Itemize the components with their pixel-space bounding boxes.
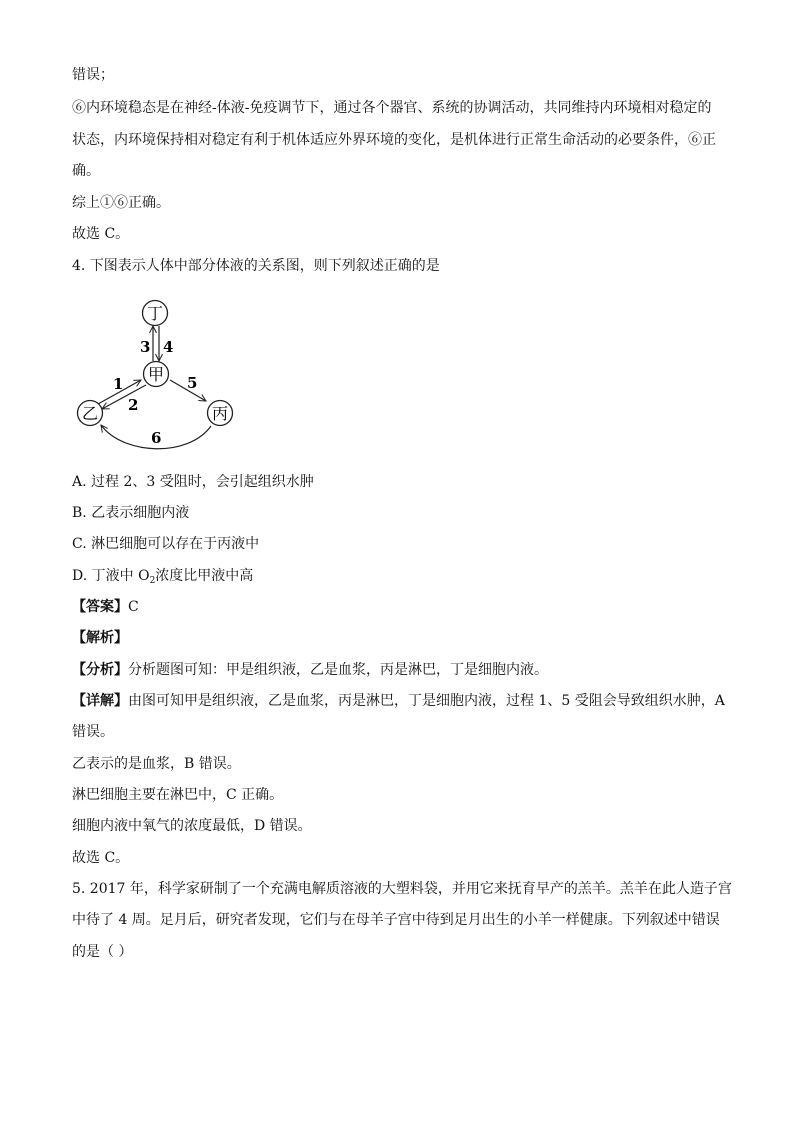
option-a: A. 过程 2、3 受阻时，会引起组织水肿	[72, 474, 314, 490]
xiangjie-line-3: 乙表示的是血浆，B 错误。	[72, 756, 241, 772]
question-5-line-1: 5. 2017 年，科学家研制了一个充满电解质溶液的大塑料袋，并用它来抚育早产的羔羊。羔羊在此人造子宫	[72, 881, 732, 897]
arrow-2	[102, 385, 146, 409]
option-d-subscript: 2	[149, 576, 156, 586]
label-4: 4	[163, 338, 174, 356]
fenxi-tag: 【分析】	[72, 662, 128, 678]
option-d-post: 浓度比甲液中高	[155, 568, 254, 584]
xiangjie-line-6: 故选 C。	[72, 850, 130, 866]
label-2: 2	[128, 396, 139, 414]
node-bing	[208, 401, 233, 426]
option-d	[72, 566, 253, 591]
label-6: 6	[151, 429, 162, 447]
svg-text:乙: 乙	[81, 404, 99, 423]
xiangjie-line-2: 错误。	[72, 724, 114, 740]
prev-error-text: 错误；	[72, 67, 114, 83]
xiangjie-text: 由图可知甲是组织液，乙是血浆，丙是淋巴，丁是细胞内液，过程 1、5 受阻会导致组织水肿，A	[128, 693, 725, 709]
xiangjie-line-5: 细胞内液中氧气的浓度最低，D 错误。	[72, 818, 312, 834]
option-d-pre: D. 丁液中 O	[72, 568, 150, 584]
fenxi-text: 分析题图可知：甲是组织液，乙是血浆，丙是淋巴，丁是细胞内液。	[128, 662, 548, 678]
option-b: B. 乙表示细胞内液	[72, 505, 190, 521]
xiangjie-line	[72, 691, 725, 711]
node-ding	[143, 301, 168, 326]
question-5-line-3: 的是（ ）	[72, 944, 133, 960]
summary-text: 综上①⑥正确。	[72, 195, 170, 211]
body-fluid-diagram	[68, 293, 238, 455]
label-1: 1	[113, 375, 124, 393]
svg-text:丁: 丁	[146, 304, 164, 323]
question-5-line-2: 中待了 4 周。足月后，研究者发现，它们与在母羊子宫中待到足月出生的小羊一样健康。下列叙述中错误	[72, 912, 720, 928]
svg-text:丙: 丙	[211, 404, 229, 423]
item-6-text-line-1: ⑥内环境稳态是在神经-体液-免疫调节下，通过各个器官、系统的协调活动，共同维持内环境相对稳定的	[72, 100, 712, 116]
svg-text:甲: 甲	[147, 365, 165, 384]
answer-line	[72, 597, 139, 617]
item-6-text-line-2: 状态，内环境保持相对稳定有利于机体适应外界环境的变化，是机体进行正常生命活动的必要条件，⑥正	[72, 132, 716, 148]
node-jia	[144, 362, 169, 387]
label-5: 5	[187, 374, 198, 392]
label-3: 3	[140, 338, 151, 356]
xiangjie-line-4: 淋巴细胞主要在淋巴中，C 正确。	[72, 787, 284, 803]
option-c: C. 淋巴细胞可以存在于丙液中	[72, 536, 260, 552]
choice-text: 故选 C。	[72, 226, 130, 242]
node-yi	[78, 401, 103, 426]
answer-value: C	[128, 599, 139, 615]
question-4-stem: 4. 下图表示人体中部分体液的关系图，则下列叙述正确的是	[72, 258, 440, 274]
item-6-text-line-3: 确。	[72, 163, 100, 179]
analysis-heading: 【解析】	[72, 630, 128, 646]
answer-tag: 【答案】	[72, 599, 128, 615]
xiangjie-tag: 【详解】	[72, 693, 128, 709]
fenxi-line	[72, 660, 548, 680]
